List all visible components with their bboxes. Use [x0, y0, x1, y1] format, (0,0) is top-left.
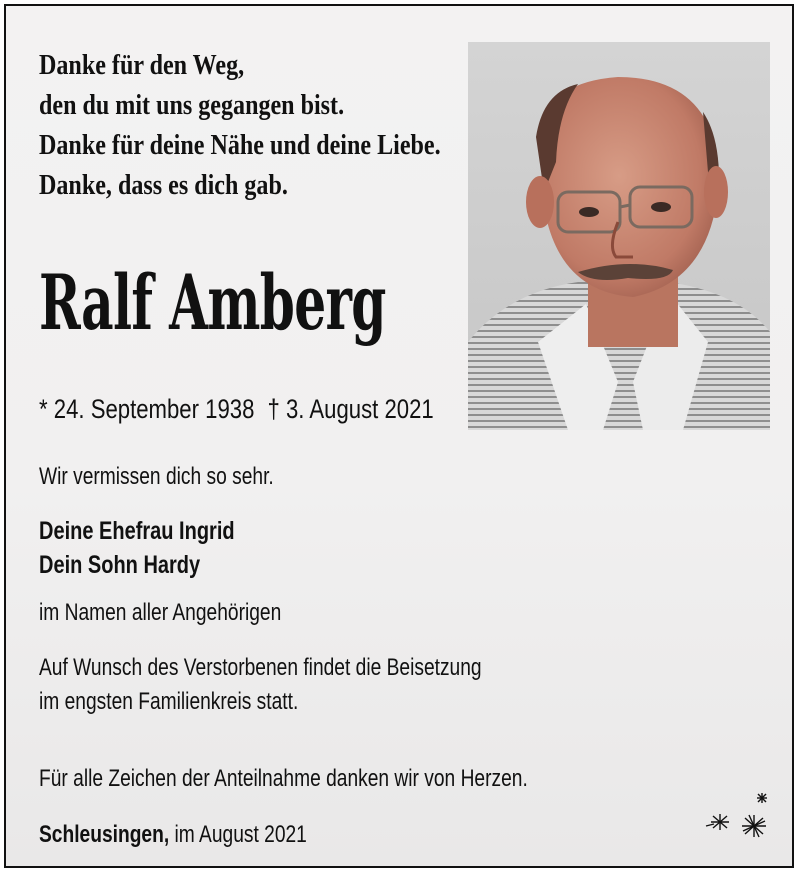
- poem-line: Danke für den Weg,: [39, 50, 245, 81]
- life-dates: [39, 391, 434, 427]
- portrait-photo: [468, 42, 770, 430]
- death-date: † 3. August 2021: [267, 394, 434, 424]
- place-city: Schleusingen,: [39, 821, 170, 848]
- deceased-name: Ralf Amberg: [39, 258, 386, 347]
- burial-line: Auf Wunsch des Verstorbenen findet die Beisetzung: [39, 654, 482, 681]
- burial-notice: [39, 651, 482, 719]
- poem-line: den du mit uns gegangen bist.: [39, 90, 345, 121]
- burial-line: im engsten Familienkreis statt.: [39, 688, 299, 715]
- dandelion-seeds-icon: [700, 788, 780, 840]
- on-behalf-text: im Namen aller Angehörigen: [39, 599, 282, 626]
- mourner-name: Dein Sohn Hardy: [39, 551, 201, 579]
- place-date: [39, 818, 307, 852]
- place-month: im August 2021: [174, 821, 307, 848]
- poem-line: Danke, dass es dich gab.: [39, 170, 288, 201]
- mourners-list: [39, 514, 235, 582]
- message-text: Wir vermissen dich so sehr.: [39, 463, 274, 490]
- thanks-text: Für alle Zeichen der Anteilnahme danken wir von Herzen.: [39, 765, 528, 792]
- mourner-name: Deine Ehefrau Ingrid: [39, 517, 235, 545]
- birth-date: * 24. September 1938: [39, 394, 255, 424]
- poem-line: Danke für deine Nähe und deine Liebe.: [39, 130, 441, 161]
- poem: [39, 46, 441, 206]
